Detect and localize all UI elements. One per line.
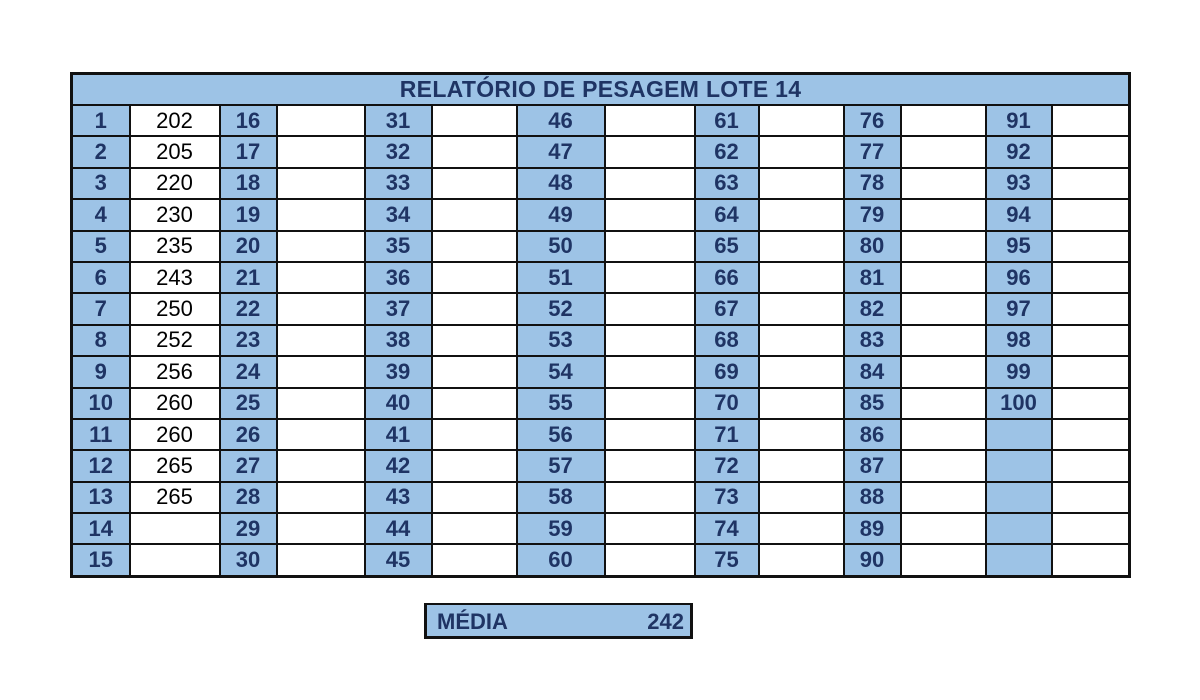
- weight-value-cell[interactable]: [130, 513, 220, 544]
- animal-number-cell: 20: [220, 231, 277, 262]
- weight-value-cell[interactable]: 202: [130, 105, 220, 136]
- weight-value-cell[interactable]: [605, 105, 695, 136]
- weight-value-cell[interactable]: [759, 419, 844, 450]
- weight-value-cell[interactable]: [432, 356, 517, 387]
- weighing-report-table: [70, 72, 1131, 578]
- weight-value-cell[interactable]: [432, 199, 517, 230]
- animal-number-cell: 95: [986, 231, 1052, 262]
- weight-value-cell[interactable]: [759, 482, 844, 513]
- animal-number-cell: [986, 482, 1052, 513]
- animal-number-cell: 54: [517, 356, 605, 387]
- weight-value-cell[interactable]: [759, 136, 844, 167]
- animal-number-cell: 83: [844, 325, 901, 356]
- weight-value-cell[interactable]: [1052, 513, 1130, 544]
- weight-value-cell[interactable]: [277, 293, 365, 324]
- table-row: [72, 293, 1130, 324]
- animal-number-cell: 74: [695, 513, 759, 544]
- weight-value-cell[interactable]: [605, 231, 695, 262]
- weight-value-cell[interactable]: [901, 262, 986, 293]
- weight-value-cell[interactable]: [759, 356, 844, 387]
- weight-value-cell[interactable]: [432, 388, 517, 419]
- table-row: [72, 544, 1130, 576]
- animal-number-cell: 66: [695, 262, 759, 293]
- animal-number-cell: 63: [695, 168, 759, 199]
- weight-value-cell[interactable]: 265: [130, 450, 220, 481]
- weight-value-cell[interactable]: [759, 325, 844, 356]
- weight-value-cell[interactable]: [432, 513, 517, 544]
- animal-number-cell: 91: [986, 105, 1052, 136]
- weight-value-cell[interactable]: [1052, 450, 1130, 481]
- animal-number-cell: 23: [220, 325, 277, 356]
- animal-number-cell: 13: [72, 482, 130, 513]
- animal-number-cell: 29: [220, 513, 277, 544]
- table-row: [72, 136, 1130, 167]
- animal-number-cell: 38: [365, 325, 432, 356]
- animal-number-cell: 88: [844, 482, 901, 513]
- animal-number-cell: 22: [220, 293, 277, 324]
- weight-value-cell[interactable]: [605, 482, 695, 513]
- animal-number-cell: 45: [365, 544, 432, 576]
- weight-value-cell[interactable]: [277, 168, 365, 199]
- animal-number-cell: 86: [844, 419, 901, 450]
- weight-value-cell[interactable]: [901, 199, 986, 230]
- animal-number-cell: 33: [365, 168, 432, 199]
- weight-value-cell[interactable]: [759, 513, 844, 544]
- animal-number-cell: 14: [72, 513, 130, 544]
- table-row: [72, 325, 1130, 356]
- animal-number-cell: 17: [220, 136, 277, 167]
- weight-value-cell[interactable]: [1052, 388, 1130, 419]
- animal-number-cell: 50: [517, 231, 605, 262]
- weight-value-cell[interactable]: [277, 325, 365, 356]
- animal-number-cell: 56: [517, 419, 605, 450]
- weight-value-cell[interactable]: [901, 293, 986, 324]
- weight-value-cell[interactable]: [759, 105, 844, 136]
- weight-value-cell[interactable]: [1052, 482, 1130, 513]
- animal-number-cell: 16: [220, 105, 277, 136]
- weight-value-cell[interactable]: [432, 325, 517, 356]
- weight-value-cell[interactable]: [277, 544, 365, 576]
- weight-value-cell[interactable]: [901, 388, 986, 419]
- weight-value-cell[interactable]: [277, 262, 365, 293]
- animal-number-cell: [986, 419, 1052, 450]
- weight-value-cell[interactable]: 260: [130, 388, 220, 419]
- weight-value-cell[interactable]: [605, 356, 695, 387]
- weight-value-cell[interactable]: [432, 105, 517, 136]
- table-row: [72, 388, 1130, 419]
- animal-number-cell: 70: [695, 388, 759, 419]
- weight-value-cell[interactable]: [759, 168, 844, 199]
- table-row: [72, 356, 1130, 387]
- weight-value-cell[interactable]: 265: [130, 482, 220, 513]
- animal-number-cell: 59: [517, 513, 605, 544]
- weight-value-cell[interactable]: [277, 482, 365, 513]
- weight-value-cell[interactable]: [130, 544, 220, 576]
- weight-value-cell[interactable]: 250: [130, 293, 220, 324]
- animal-number-cell: 32: [365, 136, 432, 167]
- weight-value-cell[interactable]: [901, 482, 986, 513]
- weight-value-cell[interactable]: [277, 388, 365, 419]
- animal-number-cell: 52: [517, 293, 605, 324]
- weight-value-cell[interactable]: [759, 544, 844, 576]
- weight-value-cell[interactable]: [432, 544, 517, 576]
- table-row: [72, 419, 1130, 450]
- weight-value-cell[interactable]: [901, 168, 986, 199]
- weight-value-cell[interactable]: [432, 231, 517, 262]
- animal-number-cell: 49: [517, 199, 605, 230]
- weight-value-cell[interactable]: [759, 199, 844, 230]
- animal-number-cell: 53: [517, 325, 605, 356]
- animal-number-cell: 71: [695, 419, 759, 450]
- weight-value-cell[interactable]: [605, 513, 695, 544]
- animal-number-cell: 36: [365, 262, 432, 293]
- animal-number-cell: 73: [695, 482, 759, 513]
- weight-value-cell[interactable]: [605, 544, 695, 576]
- weight-value-cell[interactable]: [901, 356, 986, 387]
- weight-value-cell[interactable]: [432, 482, 517, 513]
- weight-value-cell[interactable]: 256: [130, 356, 220, 387]
- weight-value-cell[interactable]: [901, 544, 986, 576]
- animal-number-cell: 1: [72, 105, 130, 136]
- weight-value-cell[interactable]: [759, 388, 844, 419]
- weight-value-cell[interactable]: [432, 293, 517, 324]
- weight-value-cell[interactable]: [277, 356, 365, 387]
- weight-value-cell[interactable]: [901, 450, 986, 481]
- table-row: [72, 450, 1130, 481]
- average-label: MÉDIA: [437, 609, 508, 634]
- animal-number-cell: 24: [220, 356, 277, 387]
- animal-number-cell: 87: [844, 450, 901, 481]
- animal-number-cell: 92: [986, 136, 1052, 167]
- table-row: [72, 199, 1130, 230]
- weight-value-cell[interactable]: [1052, 544, 1130, 576]
- weight-value-cell[interactable]: [901, 105, 986, 136]
- animal-number-cell: 85: [844, 388, 901, 419]
- weight-value-cell[interactable]: [1052, 105, 1130, 136]
- weight-value-cell[interactable]: [277, 419, 365, 450]
- weight-value-cell[interactable]: [759, 262, 844, 293]
- animal-number-cell: 60: [517, 544, 605, 576]
- animal-number-cell: 99: [986, 356, 1052, 387]
- animal-number-cell: 76: [844, 105, 901, 136]
- table-row: [72, 231, 1130, 262]
- weight-value-cell[interactable]: [1052, 231, 1130, 262]
- animal-number-cell: 28: [220, 482, 277, 513]
- animal-number-cell: 82: [844, 293, 901, 324]
- animal-number-cell: 90: [844, 544, 901, 576]
- weight-value-cell[interactable]: [432, 168, 517, 199]
- animal-number-cell: [986, 513, 1052, 544]
- weight-value-cell[interactable]: [1052, 168, 1130, 199]
- animal-number-cell: 81: [844, 262, 901, 293]
- animal-number-cell: 94: [986, 199, 1052, 230]
- weight-value-cell[interactable]: [1052, 136, 1130, 167]
- animal-number-cell: 47: [517, 136, 605, 167]
- average-box: [424, 603, 693, 639]
- animal-number-cell: 77: [844, 136, 901, 167]
- weight-value-cell[interactable]: [1052, 262, 1130, 293]
- weight-value-cell[interactable]: [432, 450, 517, 481]
- weight-value-cell[interactable]: [605, 136, 695, 167]
- animal-number-cell: 39: [365, 356, 432, 387]
- animal-number-cell: 78: [844, 168, 901, 199]
- animal-number-cell: 84: [844, 356, 901, 387]
- weight-value-cell[interactable]: 220: [130, 168, 220, 199]
- weight-value-cell[interactable]: [605, 168, 695, 199]
- weight-value-cell[interactable]: [605, 325, 695, 356]
- animal-number-cell: 35: [365, 231, 432, 262]
- animal-number-cell: 15: [72, 544, 130, 576]
- weight-value-cell[interactable]: 243: [130, 262, 220, 293]
- animal-number-cell: 61: [695, 105, 759, 136]
- weight-value-cell[interactable]: [759, 450, 844, 481]
- animal-number-cell: 48: [517, 168, 605, 199]
- weight-value-cell[interactable]: [901, 325, 986, 356]
- weight-value-cell[interactable]: [901, 419, 986, 450]
- table-row: [72, 105, 1130, 136]
- table-row: [72, 482, 1130, 513]
- animal-number-cell: 40: [365, 388, 432, 419]
- animal-number-cell: 75: [695, 544, 759, 576]
- weight-value-cell[interactable]: 230: [130, 199, 220, 230]
- animal-number-cell: 25: [220, 388, 277, 419]
- animal-number-cell: 46: [517, 105, 605, 136]
- weight-value-cell[interactable]: [1052, 419, 1130, 450]
- weight-value-cell[interactable]: [605, 293, 695, 324]
- animal-number-cell: 93: [986, 168, 1052, 199]
- weight-value-cell[interactable]: [605, 450, 695, 481]
- animal-number-cell: 44: [365, 513, 432, 544]
- animal-number-cell: 69: [695, 356, 759, 387]
- animal-number-cell: 100: [986, 388, 1052, 419]
- animal-number-cell: [986, 544, 1052, 576]
- weight-value-cell[interactable]: [1052, 293, 1130, 324]
- weight-value-cell[interactable]: [901, 136, 986, 167]
- weight-value-cell[interactable]: [605, 419, 695, 450]
- animal-number-cell: 80: [844, 231, 901, 262]
- animal-number-cell: 12: [72, 450, 130, 481]
- animal-number-cell: 57: [517, 450, 605, 481]
- weight-value-cell[interactable]: [605, 199, 695, 230]
- animal-number-cell: 41: [365, 419, 432, 450]
- animal-number-cell: [986, 450, 1052, 481]
- animal-number-cell: 9: [72, 356, 130, 387]
- animal-number-cell: 42: [365, 450, 432, 481]
- weight-value-cell[interactable]: [277, 450, 365, 481]
- weight-value-cell[interactable]: [277, 231, 365, 262]
- animal-number-cell: 51: [517, 262, 605, 293]
- animal-number-cell: 26: [220, 419, 277, 450]
- weight-value-cell[interactable]: [1052, 356, 1130, 387]
- table-row: [72, 513, 1130, 544]
- report-title: RELATÓRIO DE PESAGEM LOTE 14: [72, 74, 1130, 106]
- animal-number-cell: 65: [695, 231, 759, 262]
- animal-number-cell: 30: [220, 544, 277, 576]
- animal-number-cell: 68: [695, 325, 759, 356]
- weight-value-cell[interactable]: [277, 105, 365, 136]
- weight-value-cell[interactable]: [432, 262, 517, 293]
- animal-number-cell: 19: [220, 199, 277, 230]
- weight-value-cell[interactable]: [605, 388, 695, 419]
- animal-number-cell: 18: [220, 168, 277, 199]
- weight-value-cell[interactable]: 260: [130, 419, 220, 450]
- animal-number-cell: 98: [986, 325, 1052, 356]
- animal-number-cell: 21: [220, 262, 277, 293]
- table-row: [72, 168, 1130, 199]
- weight-value-cell[interactable]: [759, 293, 844, 324]
- animal-number-cell: 64: [695, 199, 759, 230]
- animal-number-cell: 67: [695, 293, 759, 324]
- animal-number-cell: 96: [986, 262, 1052, 293]
- weight-value-cell[interactable]: [1052, 325, 1130, 356]
- animal-number-cell: 37: [365, 293, 432, 324]
- weight-value-cell[interactable]: 205: [130, 136, 220, 167]
- weight-value-cell[interactable]: [759, 231, 844, 262]
- animal-number-cell: 34: [365, 199, 432, 230]
- animal-number-cell: 58: [517, 482, 605, 513]
- animal-number-cell: 55: [517, 388, 605, 419]
- weight-value-cell[interactable]: [277, 199, 365, 230]
- weight-value-cell[interactable]: [277, 136, 365, 167]
- animal-number-cell: 72: [695, 450, 759, 481]
- animal-number-cell: 62: [695, 136, 759, 167]
- animal-number-cell: 31: [365, 105, 432, 136]
- weight-value-cell[interactable]: [1052, 199, 1130, 230]
- weight-value-cell[interactable]: [901, 231, 986, 262]
- animal-number-cell: 43: [365, 482, 432, 513]
- animal-number-cell: 97: [986, 293, 1052, 324]
- animal-number-cell: 89: [844, 513, 901, 544]
- weight-value-cell[interactable]: 235: [130, 231, 220, 262]
- animal-number-cell: 6: [72, 262, 130, 293]
- weight-value-cell[interactable]: [901, 513, 986, 544]
- animal-number-cell: 7: [72, 293, 130, 324]
- weight-value-cell[interactable]: 252: [130, 325, 220, 356]
- animal-number-cell: 27: [220, 450, 277, 481]
- average-value: 242: [647, 609, 684, 634]
- title-row: [72, 74, 1130, 106]
- animal-number-cell: 3: [72, 168, 130, 199]
- table-row: [72, 262, 1130, 293]
- weight-value-cell[interactable]: [605, 262, 695, 293]
- animal-number-cell: 4: [72, 199, 130, 230]
- weight-value-cell[interactable]: [277, 513, 365, 544]
- animal-number-cell: 2: [72, 136, 130, 167]
- animal-number-cell: 8: [72, 325, 130, 356]
- weight-value-cell[interactable]: [432, 136, 517, 167]
- weight-value-cell[interactable]: [432, 419, 517, 450]
- animal-number-cell: 79: [844, 199, 901, 230]
- animal-number-cell: 5: [72, 231, 130, 262]
- animal-number-cell: 10: [72, 388, 130, 419]
- animal-number-cell: 11: [72, 419, 130, 450]
